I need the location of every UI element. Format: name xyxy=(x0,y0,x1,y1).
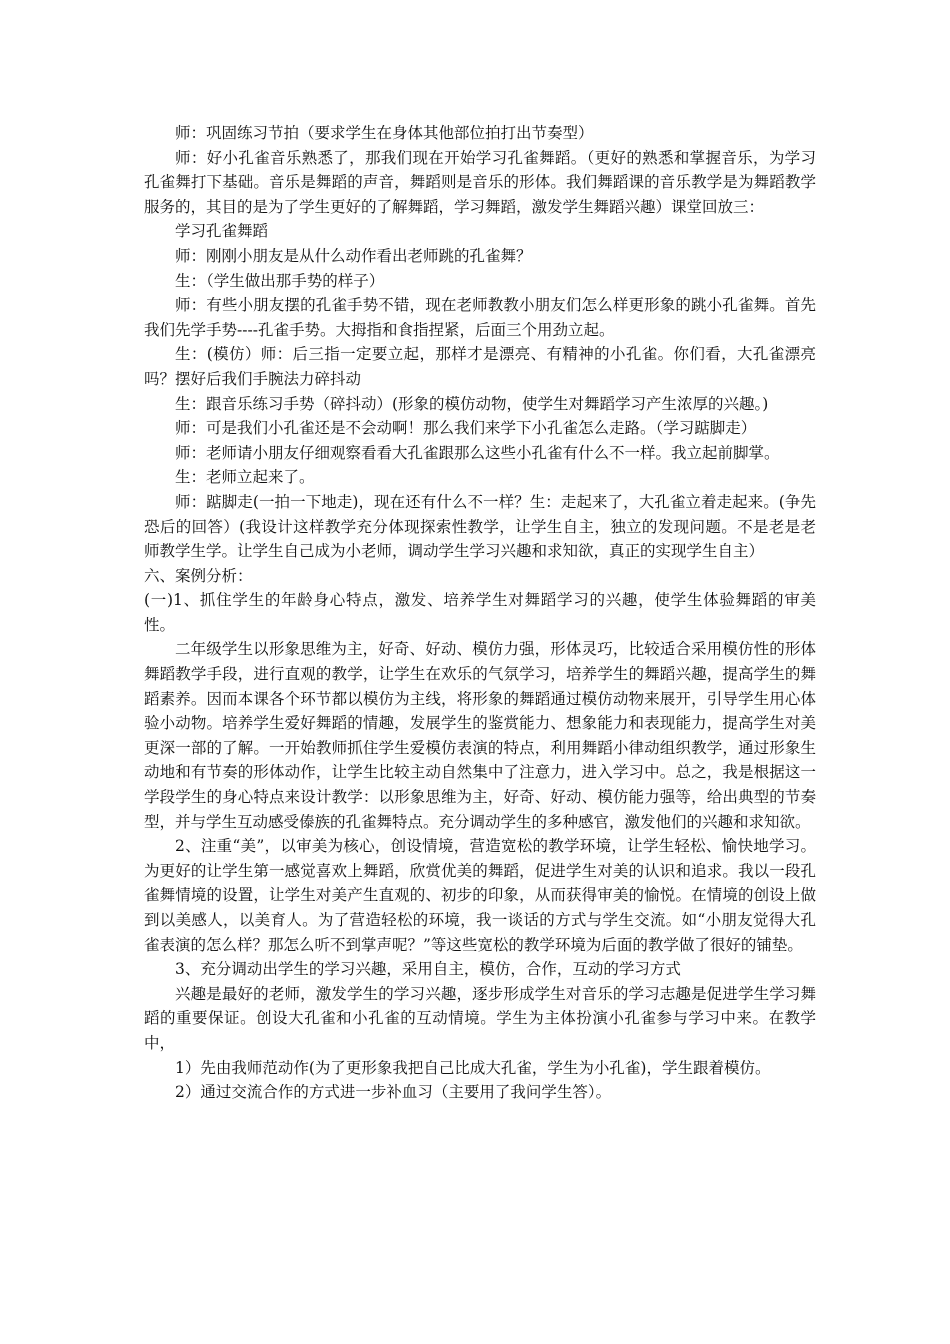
list-item: 2）通过交流合作的方式进一步补血习（主要用了我问学生答）。 xyxy=(175,1083,612,1102)
paragraph: 生：跟音乐练习手势（碎抖动）(形象的模仿动物，使学生对舞蹈学习产生浓厚的兴趣。) xyxy=(175,394,769,413)
paragraph: 生：（学生做出那手势的样子） xyxy=(175,271,385,290)
paragraph: 师：巩固练习节拍（要求学生在身体其他部位拍打出节奏型） xyxy=(175,124,594,142)
paragraph: 2、注重“美”，以审美为核心，创设情境，营造宽松的教学环境，让学生轻松、愉快地学习。为更好的让学生第一感觉喜欢上舞蹈，欣赏优美的舞蹈，促进学生对美的认识和追求。我以一段孔雀舞情境的设置，让学生对美产生直观的、初步的印象，从而获得审美的愉悦。在情境的创设上做到以美感人，以美育人。为了营造轻松的环境，我一谈话的方式与学生交流。如“小朋友觉得大孔雀表演的怎么样？那怎么听不到掌声呢？”等这些宽松的教学环境为后面的教学做了很好的铺垫。 xyxy=(144,837,816,954)
subsection-heading: (一)1、抓住学生的年龄身心特点，激发、培养学生对舞蹈学习的兴趣，使学生体验舞蹈的审美性。 xyxy=(144,591,816,634)
paragraph: 师：刚刚小朋友是从什么动作看出老师跳的孔雀舞？ xyxy=(175,246,532,265)
paragraph: 3、充分调动出学生的学习兴趣，采用自主，模仿，合作，互动的学习方式 xyxy=(175,960,681,979)
paragraph: 二年级学生以形象思维为主，好奇、好动、模仿力强，形体灵巧，比较适合采用模仿性的形体舞蹈教学手段，进行直观的教学，让学生在欢乐的气氛学习，培养学生的舞蹈兴趣，提高学生的舞蹈素养。因而本课各个环节都以模仿为主线，将形象的舞蹈通过模仿动物来展开，引导学生用心体验小动物。培养学生爱好舞蹈的情趣，发展学生的鉴赏能力、想象能力和表现能力，提高学生对美更深一部的了解。一开始教师抓住学生爱模仿表演的特点，利用舞蹈小律动组织教学，通过形象生动地和有节奏的形体动作，让学生比较主动自然集中了注意力，进入学习中。总之，我是根据这一学段学生的身心特点来设计教学：以形象思维为主，好奇、好动、模仿能力强等，给出典型的节奏型，并与学生互动感受傣族的孔雀舞特点。充分调动学生的多种感官，激发他们的兴趣和求知欲。 xyxy=(144,640,816,831)
paragraph: 师：老师请小朋友仔细观察看看大孔雀跟那么这些小孔雀有什么不一样。我立起前脚掌。 xyxy=(175,443,780,462)
paragraph: 兴趣是最好的老师，激发学生的学习兴趣，逐步形成学生对音乐的学习志趣是促进学生学习舞蹈的重要保证。创设大孔雀和小孔雀的互动情境。学生为主体扮演小孔雀参与学习中来。在教学中， xyxy=(144,984,816,1052)
paragraph: 生：老师立起来了。 xyxy=(175,468,315,487)
paragraph: 师：可是我们小孔雀还是不会动啊！那么我们来学下小孔雀怎么走路。（学习踮脚走） xyxy=(175,419,757,438)
document-page xyxy=(144,121,816,1105)
paragraph: 师：好小孔雀音乐熟悉了，那我们现在开始学习孔雀舞蹈。（更好的熟悉和掌握音乐，为学习孔雀舞打下基础。音乐是舞蹈的声音，舞蹈则是音乐的形体。我们舞蹈课的音乐教学是为舞蹈教学服务的，其目的是为了学生更好的了解舞蹈，学习舞蹈，激发学生舞蹈兴趣）课堂回放三： xyxy=(144,148,816,216)
section-heading: 六、案例分析： xyxy=(144,566,253,585)
paragraph: 师：有些小朋友摆的孔雀手势不错，现在老师教教小朋友们怎么样更形象的跳小孔雀舞。首先我们先学手势----孔雀手势。大拇指和食指捏紧，后面三个用劲立起。 xyxy=(144,296,816,339)
paragraph: 师：踮脚走(一拍一下地走)，现在还有什么不一样？生：走起来了，大孔雀立着走起来。(争先恐后的回答）(我设计这样教学充分体现探索性教学，让学生自主，独立的发现问题。不是老是老师教学生学。让学生自己成为小老师，调动学生学习兴趣和求知欲，真正的实现学生自主） xyxy=(144,492,816,561)
list-item: 1）先由我师范动作(为了更形象我把自己比成大孔雀，学生为小孔雀)，学生跟着模仿。 xyxy=(175,1058,771,1077)
paragraph: 生：(模仿）师：后三指一定要立起，那样才是漂亮、有精神的小孔雀。你们看，大孔雀漂亮吗？摆好后我们手腕法力碎抖动 xyxy=(144,345,816,388)
paragraph-heading: 学习孔雀舞蹈 xyxy=(175,222,269,241)
